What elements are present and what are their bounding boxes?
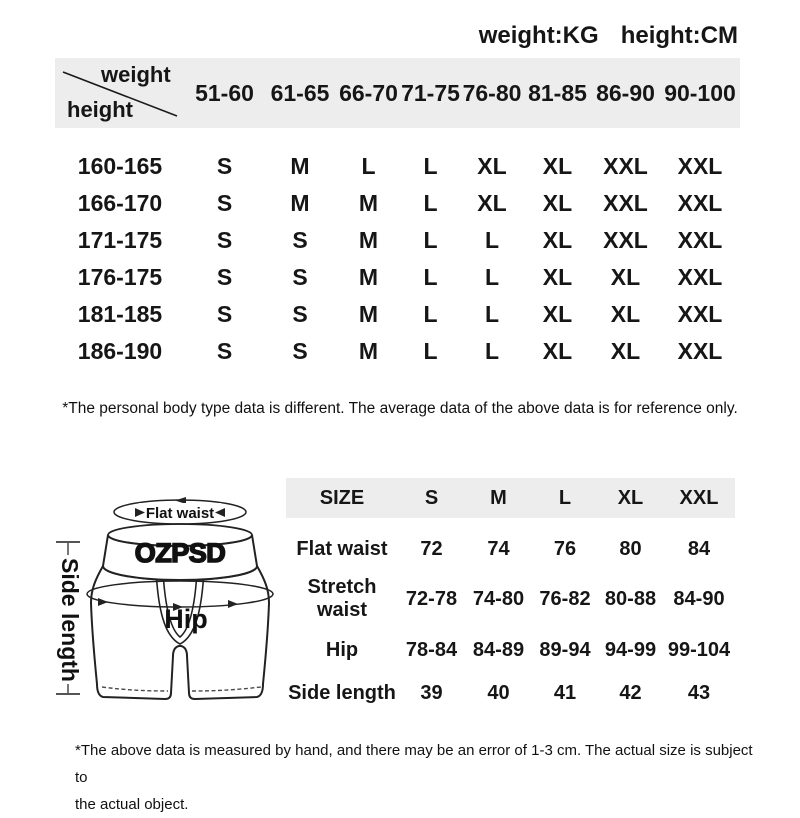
size-cell: L — [423, 338, 438, 364]
measurement-header-row — [286, 478, 735, 518]
hip-label: Hip — [164, 604, 208, 634]
measure-value-cell: 76-82 — [539, 587, 591, 610]
size-cell: S — [292, 227, 308, 253]
table-row — [55, 296, 740, 333]
weight-column-header: 86-90 — [596, 79, 655, 106]
weight-column-header: 76-80 — [462, 79, 522, 106]
measure-label-cell: Side length — [288, 681, 396, 704]
table-row — [55, 148, 740, 185]
size-cell: XL — [542, 338, 573, 364]
table-row — [286, 672, 735, 714]
boxer-shorts-diagram — [40, 478, 290, 728]
height-range-cell: 186-190 — [77, 338, 163, 364]
measure-value-cell: 72-78 — [405, 587, 458, 610]
size-cell: XXL — [677, 338, 723, 364]
size-cell: M — [358, 190, 379, 216]
measure-value-cell: 99-104 — [667, 638, 731, 661]
size-cell: XXL — [603, 153, 648, 179]
measure-value-cell: 43 — [687, 681, 711, 704]
size-cell: L — [423, 190, 438, 216]
weight-column-header: 90-100 — [664, 79, 736, 106]
measure-value-cell: 80-88 — [604, 587, 657, 610]
size-cell: L — [484, 338, 500, 364]
measure-value-cell: 84 — [687, 537, 711, 560]
size-table-header-row — [55, 58, 740, 128]
height-range-cell: 166-170 — [77, 190, 163, 216]
height-range-cell: 181-185 — [77, 301, 163, 327]
weight-column-header: 51-60 — [195, 79, 254, 106]
side-length-label: Side length — [57, 558, 83, 682]
size-cell: M — [358, 264, 379, 290]
size-cell: XL — [542, 301, 573, 327]
size-cell: XL — [542, 190, 573, 216]
table-row — [286, 528, 735, 570]
size-header-cell: SIZE — [319, 486, 365, 509]
size-column-header: L — [558, 486, 572, 509]
height-range-cell: 171-175 — [77, 227, 163, 253]
size-cell: L — [361, 153, 376, 179]
size-table-body — [55, 148, 740, 370]
size-cell: L — [484, 301, 500, 327]
table-row — [55, 222, 740, 259]
size-cell: XL — [610, 301, 641, 327]
size-cell: L — [423, 264, 438, 290]
size-cell: XXL — [677, 227, 723, 253]
size-cell: XXL — [677, 301, 723, 327]
measure-value-cell: 78-84 — [405, 638, 458, 661]
weight-column-header: 61-65 — [270, 79, 330, 106]
measure-value-cell: 39 — [420, 681, 443, 704]
measure-value-cell: 74 — [487, 537, 510, 560]
measure-value-cell: 84-90 — [673, 587, 725, 610]
size-cell: XL — [477, 153, 507, 179]
size-cell: XXL — [603, 227, 648, 253]
size-cell: L — [423, 153, 438, 179]
size-cell: S — [216, 301, 233, 327]
measure-label-cell: Stretch waist — [307, 576, 377, 621]
measure-value-cell: 41 — [553, 681, 577, 704]
weight-unit-label: weight:KG — [478, 22, 599, 49]
size-cell: M — [358, 338, 379, 364]
measure-value-cell: 74-80 — [472, 587, 525, 610]
table2-footnote: *The above data is measured by hand, and there may be an error of 1-3 cm. The actual size is subject to the actual object. — [75, 742, 753, 813]
height-range-cell: 176-175 — [77, 264, 163, 290]
height-unit-label: height:CM — [620, 22, 738, 49]
size-cell: S — [292, 264, 308, 290]
measure-value-cell: 76 — [553, 537, 577, 560]
size-cell: S — [216, 153, 233, 179]
measure-value-cell: 42 — [619, 681, 642, 704]
size-cell: XXL — [677, 153, 723, 179]
corner-weight-label: weight — [101, 62, 171, 87]
size-cell: XXL — [677, 190, 723, 216]
size-column-header: S — [424, 486, 439, 509]
size-cell: S — [216, 190, 233, 216]
height-weight-size-table — [55, 58, 740, 370]
size-cell: S — [216, 338, 233, 364]
table-row — [286, 628, 735, 672]
size-cell: M — [290, 190, 310, 216]
measure-value-cell: 72 — [420, 537, 443, 560]
height-range-cell: 160-165 — [77, 153, 163, 179]
size-column-header: XXL — [679, 486, 719, 509]
size-cell: M — [358, 227, 379, 253]
measure-value-cell: 80 — [619, 537, 642, 560]
size-cell: L — [423, 301, 438, 327]
size-cell: S — [292, 338, 308, 364]
size-cell: XL — [542, 153, 573, 179]
size-cell: XL — [610, 264, 641, 290]
measure-value-cell: 84-89 — [472, 638, 525, 661]
size-cell: M — [290, 153, 310, 179]
size-cell: M — [358, 301, 379, 327]
measure-value-cell: 94-99 — [604, 638, 657, 661]
size-cell: XXL — [677, 264, 723, 290]
table-row — [55, 333, 740, 370]
corner-height-label: height — [67, 97, 133, 122]
measurement-table-body — [286, 528, 735, 714]
weight-column-header: 81-85 — [528, 79, 587, 106]
table-row — [55, 185, 740, 222]
size-cell: S — [216, 227, 233, 253]
corner-cell — [55, 58, 185, 128]
size-cell: S — [216, 264, 233, 290]
measurement-table — [286, 478, 735, 714]
measure-value-cell: 40 — [487, 681, 510, 704]
size-cell: XL — [542, 227, 573, 253]
weight-column-header: 66-70 — [339, 79, 398, 106]
size-column-header: XL — [617, 486, 644, 509]
units-note — [0, 22, 738, 50]
table-row — [286, 570, 735, 628]
measure-value-cell: 89-94 — [539, 638, 591, 661]
size-cell: XL — [610, 338, 641, 364]
table-row — [55, 259, 740, 296]
size-cell: L — [484, 227, 500, 253]
measure-label-cell: Hip — [325, 638, 359, 661]
loop-arrow-icon — [175, 497, 186, 504]
size-cell: XXL — [603, 190, 648, 216]
size-cell: XL — [542, 264, 573, 290]
size-cell: S — [292, 301, 308, 327]
size-cell: XL — [477, 190, 507, 216]
brand-logo: OZPSD — [134, 538, 226, 568]
weight-column-header: 71-75 — [401, 79, 460, 106]
size-column-header: M — [490, 486, 507, 509]
table1-footnote: *The personal body type data is different. The average data of the above data is for reference only. — [62, 400, 738, 417]
measure-label-cell: Flat waist — [296, 537, 388, 560]
flat-waist-label: Flat waist — [145, 505, 215, 522]
size-cell: L — [423, 227, 438, 253]
size-cell: L — [484, 264, 500, 290]
